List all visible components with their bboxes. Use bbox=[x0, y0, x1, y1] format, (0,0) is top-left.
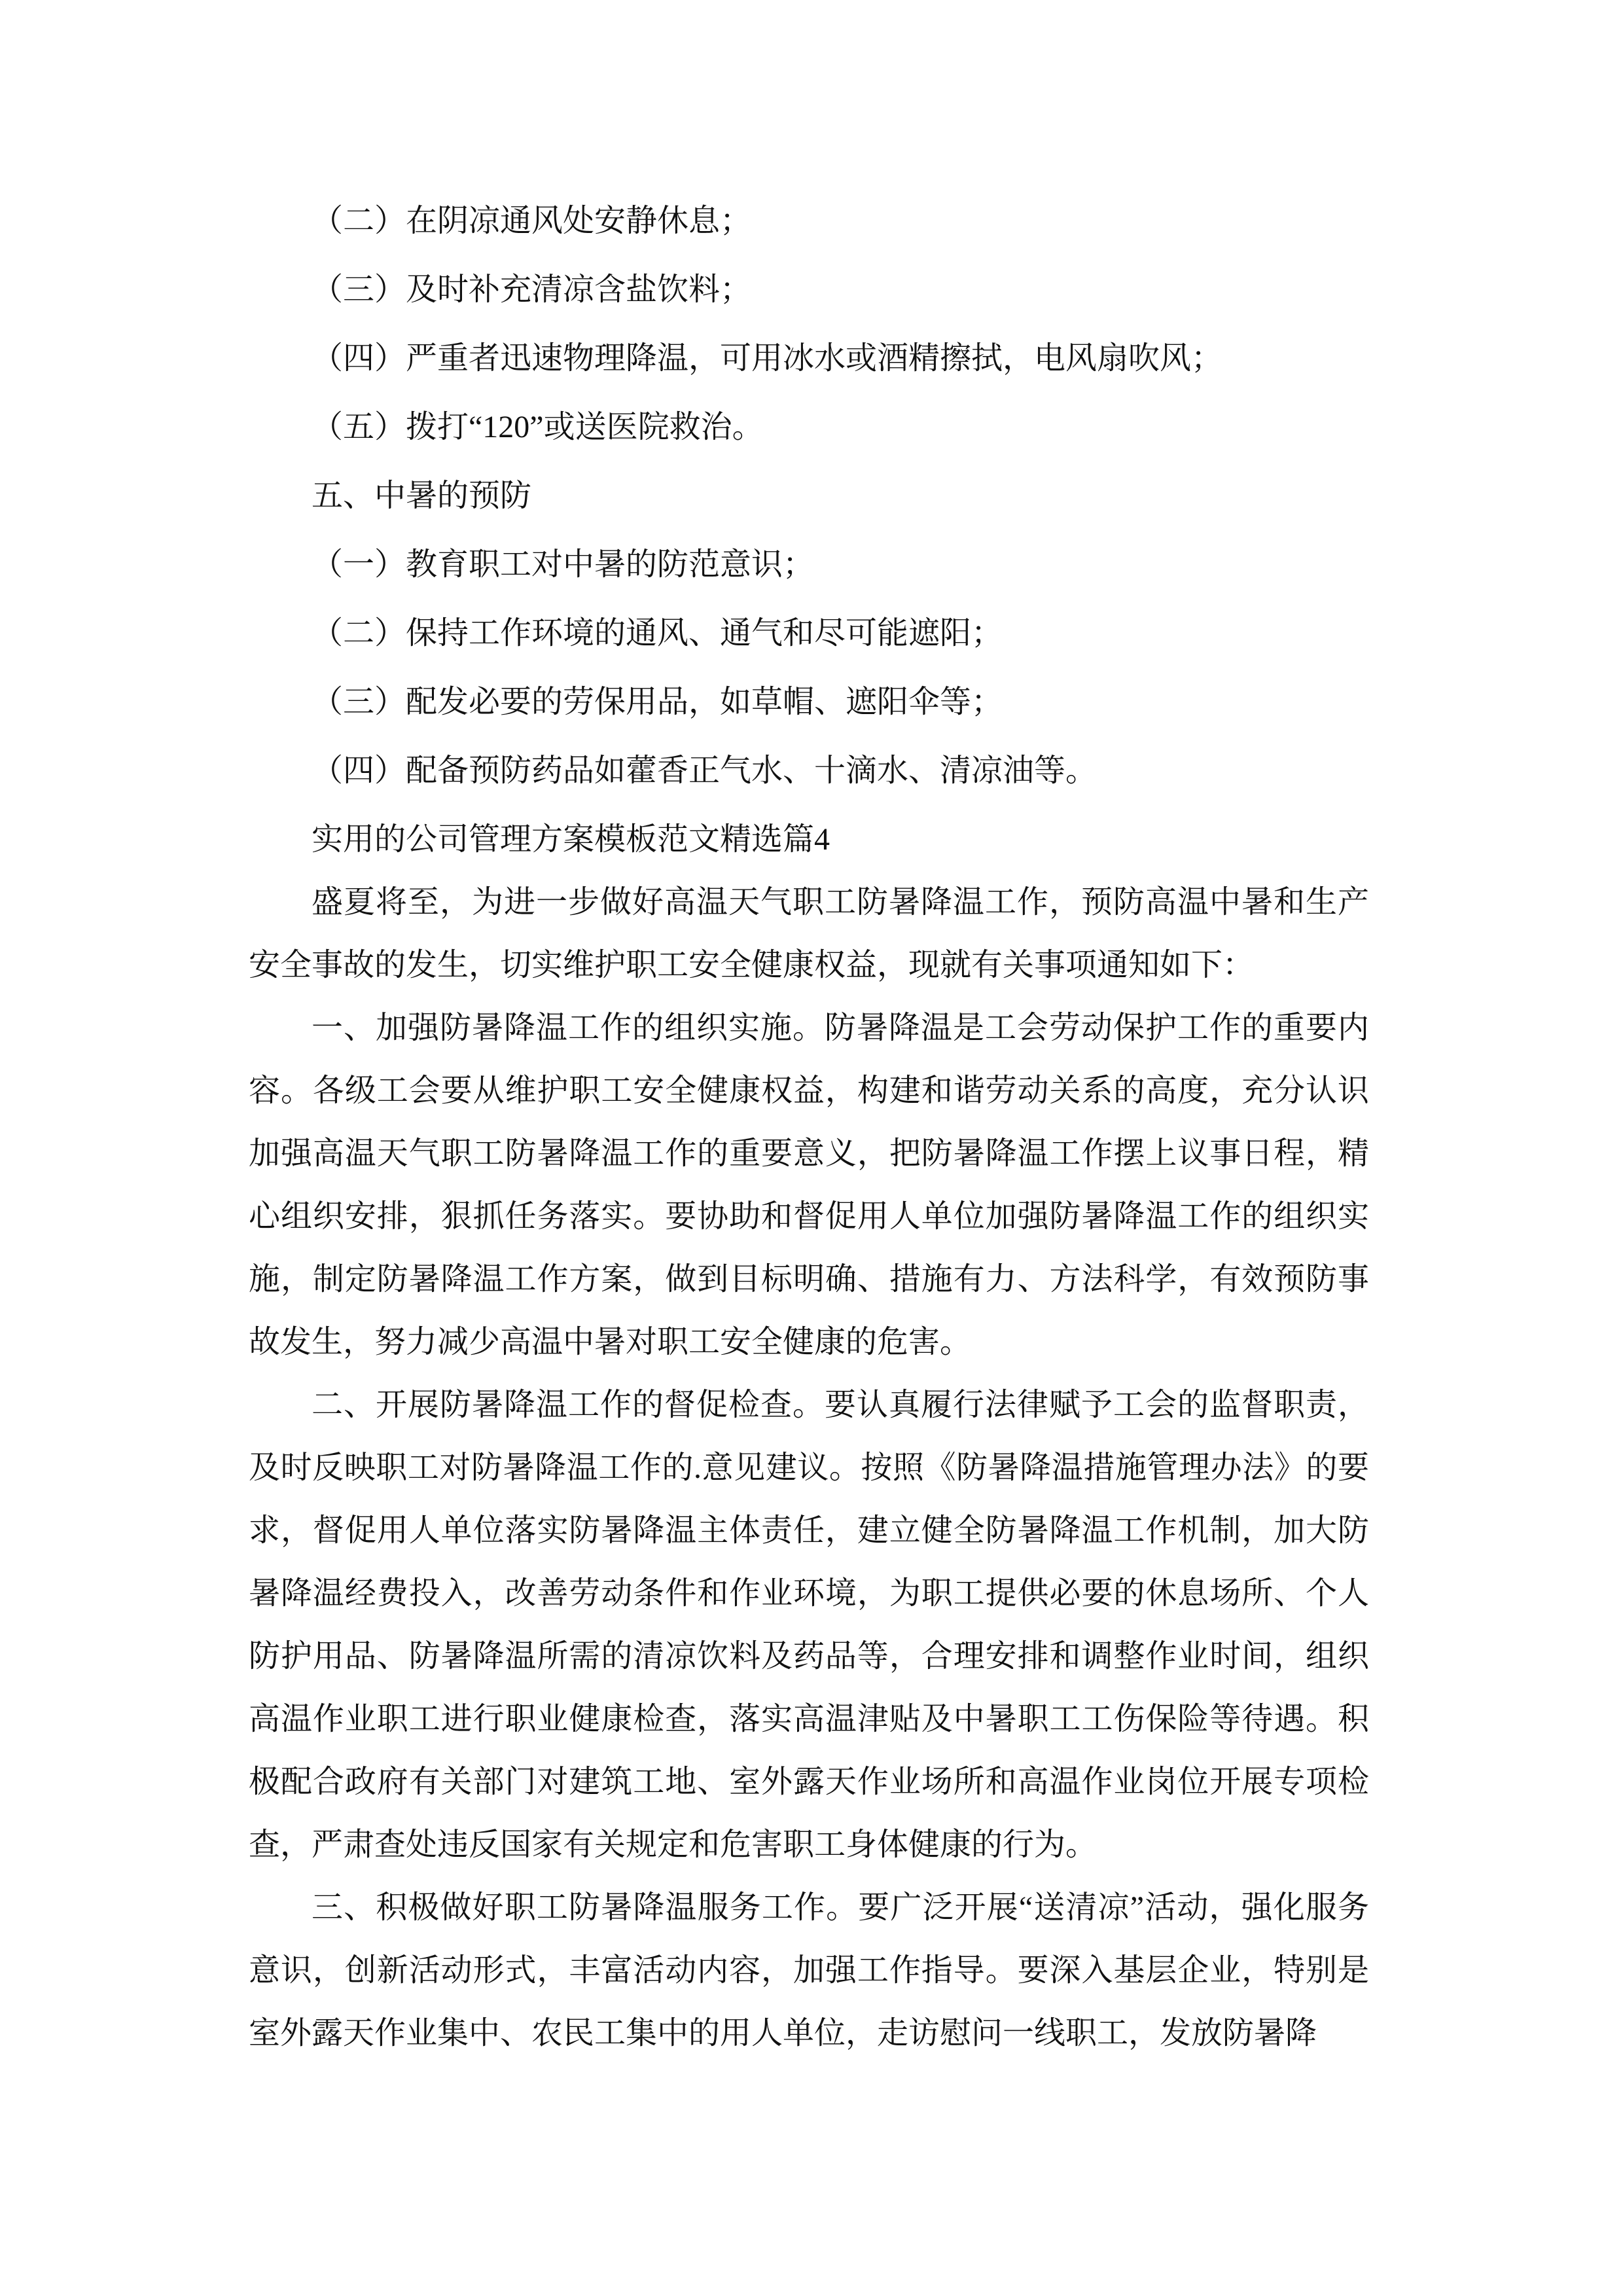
list-item: （二）保持工作环境的通风、通气和尽可能遮阳； bbox=[312, 616, 1003, 651]
document-content bbox=[249, 190, 1369, 2065]
paragraph: 一、加强防暑降温工作的组织实施。防暑降温是工会劳动保护工作的重要内容。各级工会要从维护职工安全健康权益，构建和谐劳动关系的高度，充分认识加强高温天气职工防暑降温工作的重要意义，把防暑降温工作摆上议事日程，精心组织安排，狠抓任务落实。要协助和督促用人单位加强防暑降温工作的组织实施，制定防暑降温工作方案，做到目标明确、措施有力、方法科学，有效预防事故发生，努力减少高温中暑对职工安全健康的危害。 bbox=[249, 1011, 1369, 1359]
list-item: （五）拨打“120”或送医院救治。 bbox=[312, 410, 764, 444]
list-item: （三）配发必要的劳保用品，如草帽、遮阳伞等； bbox=[312, 685, 1003, 719]
section-heading: 五、中暑的预防 bbox=[312, 478, 532, 513]
paragraph: 二、开展防暑降温工作的督促检查。要认真履行法律赋予工会的监督职责，及时反映职工对防暑降温工作的.意见建议。按照《防暑降温措施管理办法》的要求，督促用人单位落实防暑降温主体责任，建立健全防暑降温工作机制，加大防暑降温经费投入，改善劳动条件和作业环境，为职工提供必要的休息场所、个人防护用品、防暑降温所需的清凉饮料及药品等，合理安排和调整作业时间，组织高温作业职工进行职业健康检查，落实高温津贴及中暑职工工伤保险等待遇。积极配合政府有关部门对建筑工地、室外露天作业场所和高温作业岗位开展专项检查，严肃查处违反国家有关规定和危害职工身体健康的行为。 bbox=[249, 1388, 1369, 1862]
list-item: （一）教育职工对中暑的防范意识； bbox=[312, 547, 815, 582]
list-item: （四）严重者迅速物理降温，可用冰水或酒精擦拭，电风扇吹风； bbox=[312, 341, 1223, 376]
section-title: 实用的公司管理方案模板范文精选篇4 bbox=[312, 822, 830, 857]
paragraph: 三、积极做好职工防暑降温服务工作。要广泛开展“送清凉”活动，强化服务意识，创新活动形式，丰富活动内容，加强工作指导。要深入基层企业，特别是室外露天作业集中、农民工集中的用人单位，走访慰问一线职工，发放防暑降 bbox=[249, 1890, 1369, 2051]
list-item: （四）配备预防药品如藿香正气水、十滴水、清凉油等。 bbox=[312, 753, 1097, 788]
paragraph: 盛夏将至，为进一步做好高温天气职工防暑降温工作，预防高温中暑和生产安全事故的发生，切实维护职工安全健康权益，现就有关事项通知如下： bbox=[249, 885, 1369, 982]
list-item: （二）在阴凉通风处安静休息； bbox=[312, 204, 752, 238]
list-item: （三）及时补充清凉含盐饮料； bbox=[312, 272, 752, 307]
